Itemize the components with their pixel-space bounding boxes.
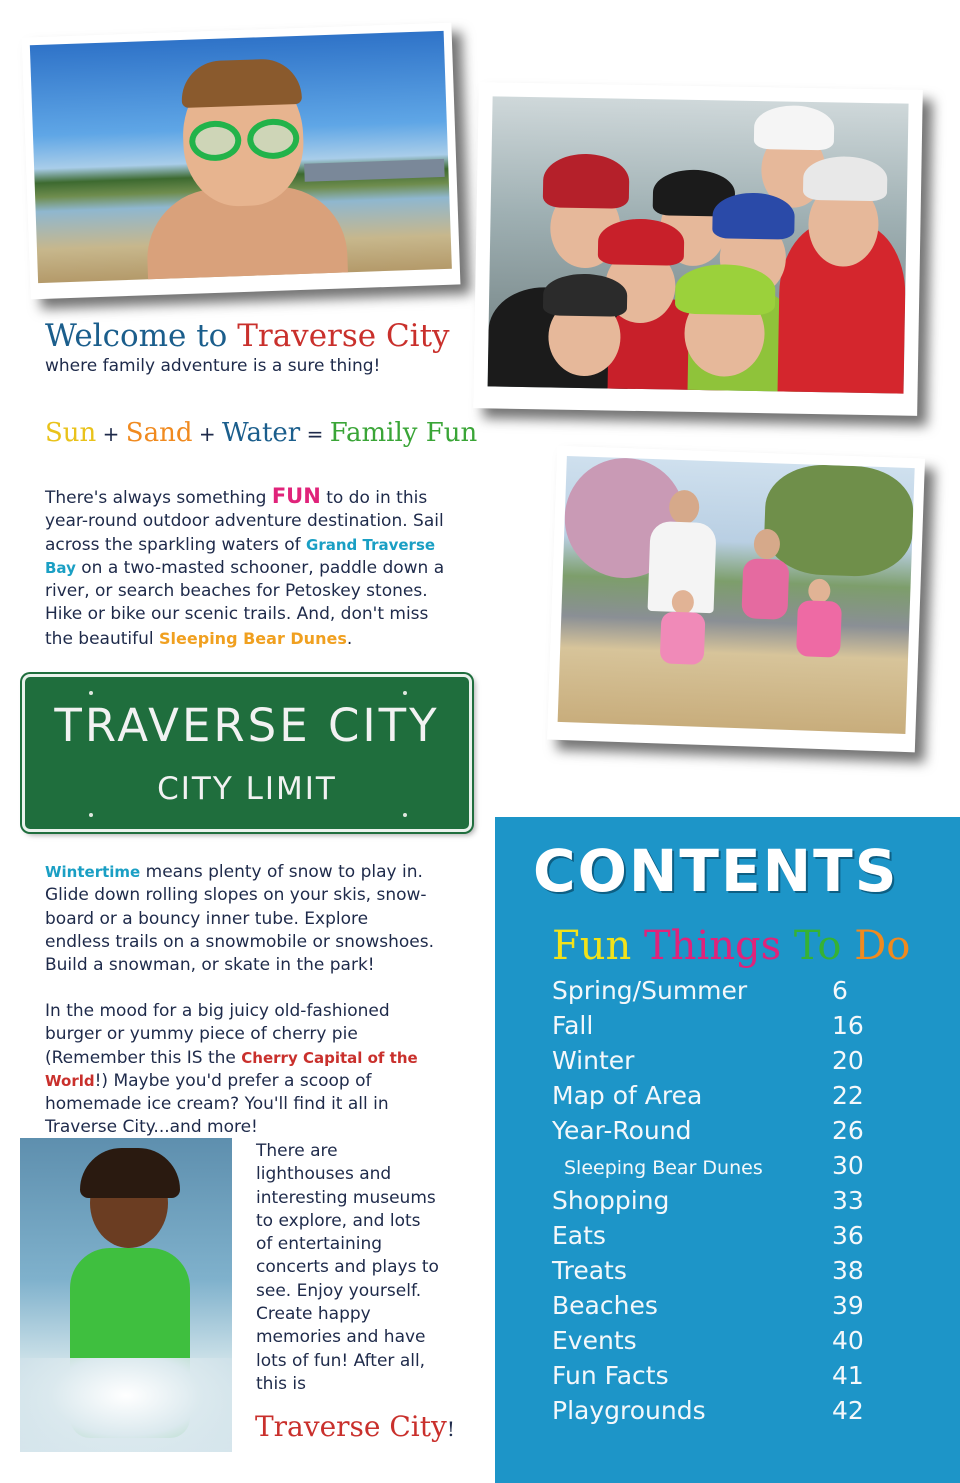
sign-line1: TRAVERSE CITY [54,699,440,752]
toc-label: Beaches [552,1291,658,1320]
contents-panel [495,817,960,1483]
girl2-head [808,579,831,604]
toc-label: Shopping [552,1186,670,1215]
toc-page: 41 [832,1361,864,1390]
toc-page: 16 [832,1011,864,1040]
equation-sand: Sand [125,418,193,448]
toc-page: 22 [832,1081,864,1110]
tree [763,463,915,578]
equation-sun: Sun [45,418,97,448]
city-limit-sign [22,674,472,832]
toc-page: 26 [832,1116,864,1145]
toc-row [552,1186,912,1221]
fun-equation [45,418,477,448]
fun-things-heading [552,923,910,969]
equation-water: Water [221,418,301,448]
photo-girl-splashing [20,1138,232,1452]
food-text: In the mood for a big juicy old-fashioned burger or yummy piece of cherry pie (Remember this IS the [45,1001,390,1068]
intro-text: on a two-masted schooner, paddle down a river, or search beaches for Petoskey stones. Hike or bike our scenic trails. And, don't miss the beautiful [45,557,445,649]
photo-family-beach [547,446,925,753]
toc-label: Eats [552,1221,606,1250]
heading-word: To [793,923,842,969]
toc-row [552,1221,912,1256]
toc-label: Fun Facts [552,1361,669,1390]
toc-row [552,1151,912,1186]
sign-bolt [403,813,407,817]
traverse-city-signoff [255,1410,455,1443]
helmet [712,192,795,239]
food-paragraph [45,1000,441,1140]
toc-page: 6 [832,976,848,1005]
toc-page: 20 [832,1046,864,1075]
helmet [675,264,776,316]
girl-hair [80,1148,180,1198]
toc-row [552,1116,912,1151]
photo-boy-goggles-image [30,31,452,283]
intro-text: There's always something [45,488,272,508]
toc-row [552,1046,912,1081]
toc-label: Events [552,1326,637,1355]
girl2-shirt [796,600,842,658]
sign-bolt [89,691,93,695]
sign-bolt [403,691,407,695]
helmet [803,156,888,201]
toc-label: Year-Round [552,1116,692,1145]
photo-family-beach-image [558,456,915,734]
sign-bolt [89,813,93,817]
welcome-city: Traverse City [237,318,450,354]
toc-label: Fall [552,1011,594,1040]
intro-paragraph [45,485,445,651]
boy-hair [181,58,303,108]
toc-label: Treats [552,1256,627,1285]
food-cherry-capital: Cherry Capital of the World [45,1048,418,1090]
equation-plus: + [192,422,222,446]
toc-row [552,1291,912,1326]
intro-fun: FUN [271,484,321,508]
father-head [669,490,700,525]
toc-page: 38 [832,1256,864,1285]
mother-shirt [741,558,789,620]
photo-ski-kids-image [488,96,909,393]
water-splash [20,1358,232,1452]
dock [304,159,445,182]
intro-text: . [346,628,353,649]
toc-page: 42 [832,1396,864,1425]
intro-sleeping-bear-dunes: Sleeping Bear Dunes [159,628,347,648]
intro-text: to do in this year-round outdoor adventure destination. Sail across the sparkling waters of [45,488,444,555]
welcome-prefix: Welcome to [45,318,238,354]
toc-label: Sleeping Bear Dunes [564,1157,763,1179]
toc-label: Spring/Summer [552,976,748,1005]
welcome-heading [45,318,450,354]
toc-row [552,976,912,1011]
toc-row [552,1361,912,1396]
toc-row [552,1326,912,1361]
toc-row [552,1011,912,1046]
toc-page: 33 [832,1186,864,1215]
helmet [543,273,628,316]
winter-lead: Wintertime [45,863,141,881]
food-text: !) Maybe you'd prefer a scoop of homemade ice cream? You'll find it all in Traverse City...and more! [45,1070,389,1138]
equation-plus: + [96,422,126,446]
signoff-bang: ! [446,1417,455,1441]
toc-page: 40 [832,1326,864,1355]
heading-word: Fun [552,923,632,969]
tagline: where family adventure is a sure thing! [45,356,381,376]
toc-label: Winter [552,1046,635,1075]
toc-row [552,1081,912,1116]
toc-row [552,1396,912,1431]
winter-text: means plenty of snow to play in. Glide down rolling slopes on your skis, snow-board or a bouncy inner tube. Explore endless trails on a snowmobile or snowshoes. Build a snowman, or skate in the park! [45,862,434,976]
photo-ski-kids [473,82,923,416]
toc-page: 39 [832,1291,864,1320]
toc-page: 36 [832,1221,864,1250]
lighthouses-paragraph: There are lighthouses and interesting museums to explore, and lots of entertaining concerts and plays to see. Enjoy yourself. Create happy memories and have lots of fun! After all, this is [256,1141,439,1394]
contents-title: CONTENTS [533,837,899,905]
helmet [598,218,685,265]
girl-shirt [660,611,706,665]
toc-page: 30 [832,1151,864,1180]
helmet [754,105,835,150]
toc-label: Playgrounds [552,1396,706,1425]
heading-word: Do [854,923,911,969]
signoff-city: Traverse City [255,1410,447,1443]
helmet [543,153,630,208]
sign-line2: CITY LIMIT [157,771,337,807]
winter-paragraph [45,861,435,977]
equation-result: Family Fun [329,418,478,448]
toc-label: Map of Area [552,1081,703,1110]
heading-word: Things [644,923,782,969]
photo-boy-goggles [22,23,461,300]
toc-row [552,1256,912,1291]
intro-grand-traverse-bay: Grand Traverse Bay [45,535,436,577]
equation-equals: = [300,422,330,446]
